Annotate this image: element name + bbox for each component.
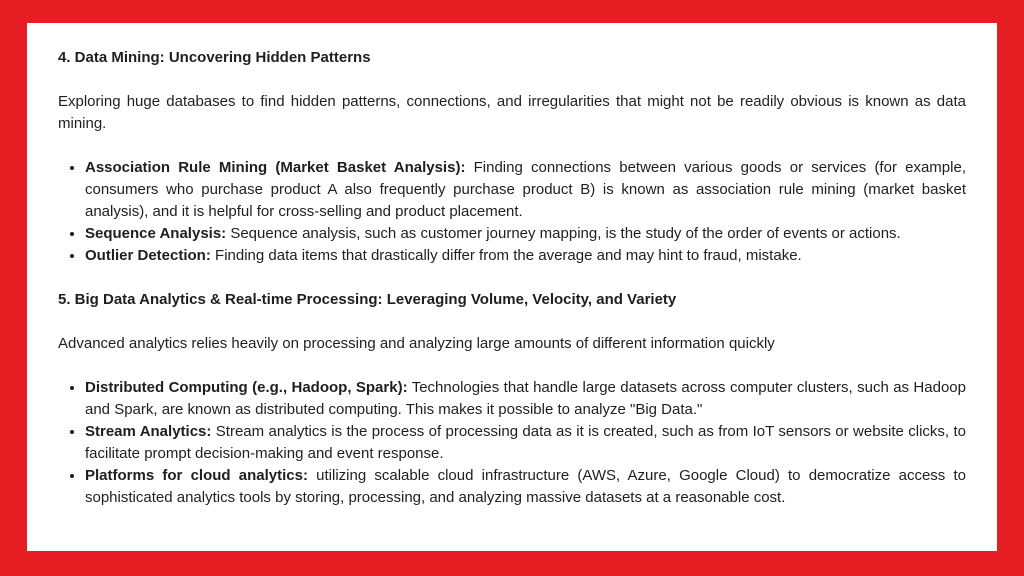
section-intro-data-mining: Exploring huge databases to find hidden patterns, connections, and irregularities that might not be readily obvious is known as data mining. [58, 93, 966, 132]
section-intro-big-data: Advanced analytics relies heavily on processing and analyzing large amounts of different information quickly [58, 335, 775, 352]
bullet-term: Sequence Analysis: [85, 225, 227, 242]
bullet-text: Finding data items that drastically differ from the average and may hint to fraud, mistake. [210, 247, 802, 264]
content-card [27, 23, 997, 551]
list-item [85, 223, 966, 245]
bullet-text: utilizing scalable cloud infrastructure (AWS, Azure, Google Cloud) to democratize access to sophisticated analytics tools by storing, processing, and analyzing massive datasets at a reasonable cost. [85, 467, 966, 506]
bullet-term: Distributed Computing (e.g., Hadoop, Spark): [85, 379, 408, 396]
bullet-text: Sequence analysis, such as customer journey mapping, is the study of the order of events or actions. [226, 225, 901, 242]
bullet-text: Technologies that handle large datasets across computer clusters, such as Hadoop and Spark, are known as distributed computing. This makes it possible to analyze "Big Data." [85, 379, 966, 418]
section-heading-big-data: 5. Big Data Analytics & Real-time Processing: Leveraging Volume, Velocity, and Variety [58, 291, 677, 308]
list-item [85, 377, 966, 421]
bullet-text: Stream analytics is the process of processing data as it is created, such as from IoT sensors or website clicks, to facilitate prompt decision-making and event response. [85, 423, 966, 462]
list-item [85, 465, 966, 509]
section-heading-data-mining: 4. Data Mining: Uncovering Hidden Patterns [58, 49, 371, 66]
bullet-term: Association Rule Mining (Market Basket Analysis): [85, 159, 466, 176]
bullet-list-big-data [58, 377, 966, 509]
list-item [85, 245, 966, 267]
list-item [85, 157, 966, 223]
bullet-text: Finding connections between various goods or services (for example, consumers who purchase product A also frequently purchase product B) is known as association rule mining (market basket analysis), and it is helpful for cross-selling and product placement. [85, 159, 966, 220]
bullet-term: Platforms for cloud analytics: [85, 467, 308, 484]
bullet-list-data-mining [58, 157, 966, 267]
bullet-term: Outlier Detection: [85, 247, 211, 264]
list-item [85, 421, 966, 465]
bullet-term: Stream Analytics: [85, 423, 212, 440]
